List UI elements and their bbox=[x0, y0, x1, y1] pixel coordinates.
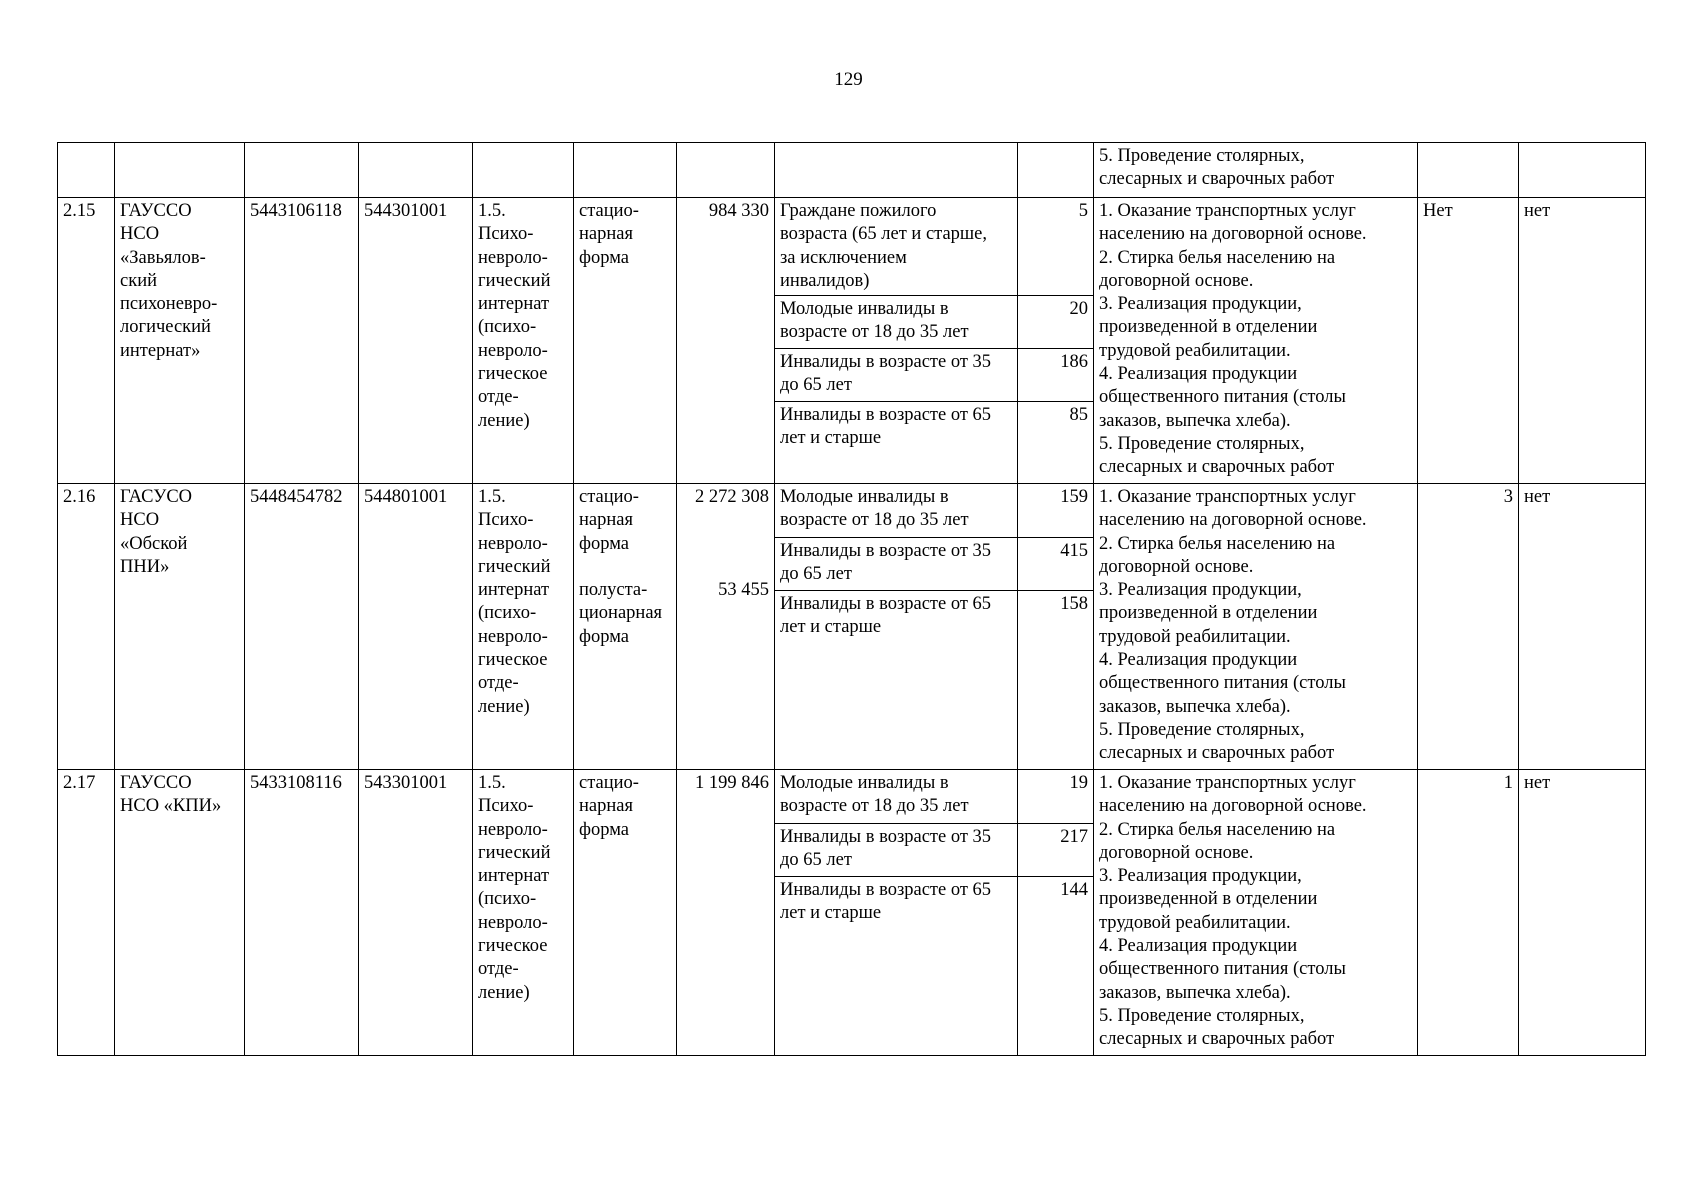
service-form bbox=[574, 770, 677, 1056]
cell-empty bbox=[245, 143, 359, 198]
text-line: до 65 лет bbox=[780, 564, 852, 585]
text-line: отде- bbox=[478, 959, 519, 980]
table-row bbox=[58, 770, 1646, 1056]
cell-empty bbox=[115, 143, 245, 198]
text-line: трудовой реабилитации. bbox=[1099, 912, 1291, 933]
text-line: Инвалиды в возрасте от 35 bbox=[780, 352, 992, 372]
text-line: возрасте от 18 до 35 лет bbox=[780, 322, 969, 343]
services-cell bbox=[1094, 484, 1418, 770]
text-line: форма bbox=[579, 819, 629, 840]
row-number: 2.16 bbox=[58, 484, 115, 770]
service-form bbox=[574, 198, 677, 484]
text-line: (психо- bbox=[478, 889, 537, 910]
kpp-cell: 544301001 bbox=[359, 198, 473, 484]
text-line: населению на договорной основе. bbox=[1099, 796, 1367, 817]
text-line: невроло- bbox=[478, 340, 548, 361]
text-line: ский bbox=[120, 270, 157, 291]
text-line: гический bbox=[478, 842, 551, 863]
text-line: договорной основе. bbox=[1099, 556, 1254, 577]
continuation-row bbox=[58, 143, 1646, 198]
text-line: до 65 лет bbox=[780, 850, 852, 871]
text-line: НСО bbox=[120, 510, 160, 531]
institution-type bbox=[473, 484, 574, 770]
text-line: гическое bbox=[478, 936, 548, 957]
amount-cell bbox=[677, 198, 775, 484]
institution-name bbox=[115, 198, 245, 484]
text-line: ПНИ» bbox=[120, 556, 170, 577]
text-line: договорной основе. bbox=[1099, 270, 1254, 291]
category-item bbox=[775, 590, 1017, 767]
text-line: НСО «КПИ» bbox=[120, 796, 222, 817]
row-number: 2.15 bbox=[58, 198, 115, 484]
text-line: 3. Реализация продукции, bbox=[1099, 866, 1302, 887]
category-count: 159 bbox=[1060, 487, 1088, 507]
text-line: Граждане пожилого bbox=[780, 201, 937, 221]
text-line: ГАУССО bbox=[120, 201, 192, 221]
text-line: гическое bbox=[478, 364, 548, 385]
text-line: произведенной в отделении bbox=[1099, 603, 1318, 624]
text-line: «Завьялов- bbox=[120, 247, 206, 268]
text-line: Молодые инвалиды в bbox=[780, 487, 949, 507]
text-line: стацио- bbox=[579, 201, 639, 221]
text-line: ционарная bbox=[579, 603, 663, 624]
text-line: 5. Проведение столярных, bbox=[1099, 433, 1305, 454]
text-line: лет и старше bbox=[780, 903, 882, 924]
institution-name bbox=[115, 770, 245, 1056]
text-line: гический bbox=[478, 270, 551, 291]
count-cell bbox=[1018, 484, 1094, 770]
institution-name bbox=[115, 484, 245, 770]
text-line: 2. Стирка белья населению на bbox=[1099, 819, 1336, 840]
text-line: 53 455 bbox=[718, 580, 769, 601]
col12-cell: нет bbox=[1519, 198, 1646, 484]
text-line: 1. Оказание транспортных услуг bbox=[1099, 487, 1356, 507]
text-line: 2 272 308 bbox=[695, 487, 769, 507]
text-line: 1. Оказание транспортных услуг bbox=[1099, 773, 1356, 793]
text-line: за исключением bbox=[780, 247, 907, 268]
text-line: гическое bbox=[478, 650, 548, 671]
text-line: (психо- bbox=[478, 317, 537, 338]
text-line: трудовой реабилитации. bbox=[1099, 626, 1291, 647]
category-count: 217 bbox=[1018, 823, 1093, 876]
text-line bbox=[682, 556, 769, 579]
text-line: психоневро- bbox=[120, 294, 218, 315]
text-line: невроло- bbox=[478, 912, 548, 933]
text-line: отде- bbox=[478, 673, 519, 694]
category-item bbox=[775, 198, 1017, 295]
text-line: трудовой реабилитации. bbox=[1099, 340, 1291, 361]
cell-empty bbox=[58, 143, 115, 198]
text-line: слесарных и сварочных работ bbox=[1099, 169, 1335, 190]
text-line: форма bbox=[579, 626, 629, 647]
text-line: 5. Проведение столярных, bbox=[1099, 719, 1305, 740]
category-count: 20 bbox=[1018, 295, 1093, 348]
text-line: общественного питания (столы bbox=[1099, 387, 1346, 408]
category-item bbox=[775, 823, 1017, 876]
services-cell bbox=[1094, 143, 1418, 198]
text-line: Инвалиды в возрасте от 35 bbox=[780, 827, 992, 847]
text-line bbox=[579, 556, 671, 579]
text-line: ление) bbox=[478, 410, 530, 431]
text-line: невроло- bbox=[478, 626, 548, 647]
text-line: стацио- bbox=[579, 773, 639, 793]
text-line: инвалидов) bbox=[780, 270, 870, 291]
category-item bbox=[775, 401, 1017, 481]
amount-cell bbox=[677, 770, 775, 1056]
text-line: ление) bbox=[478, 982, 530, 1003]
inn-cell: 5443106118 bbox=[245, 198, 359, 484]
text-line: нарная bbox=[579, 510, 633, 531]
text-line: 4. Реализация продукции bbox=[1099, 364, 1298, 385]
text-line: полуста- bbox=[579, 580, 648, 601]
cell-empty bbox=[1018, 143, 1094, 198]
text-line: гический bbox=[478, 556, 551, 577]
text-line: невроло- bbox=[478, 533, 548, 554]
text-line: заказов, выпечка хлеба). bbox=[1099, 410, 1291, 431]
page-number: 129 bbox=[834, 69, 863, 90]
text-line: 2. Стирка белья населению на bbox=[1099, 247, 1336, 268]
cell-empty bbox=[1519, 143, 1646, 198]
text-line: логический bbox=[120, 317, 211, 338]
col11-cell: 1 bbox=[1418, 770, 1519, 1056]
text-line: 984 330 bbox=[708, 201, 769, 221]
text-line: интернат» bbox=[120, 340, 201, 361]
cell-empty bbox=[359, 143, 473, 198]
inn-cell: 5448454782 bbox=[245, 484, 359, 770]
category-cell bbox=[775, 198, 1018, 484]
text-line: слесарных и сварочных работ bbox=[1099, 743, 1335, 764]
text-line: (психо- bbox=[478, 603, 537, 624]
cell-empty bbox=[775, 143, 1018, 198]
text-line: интернат bbox=[478, 294, 550, 315]
text-line: лет и старше bbox=[780, 617, 882, 638]
text-line: 1.5. bbox=[478, 773, 506, 793]
text-line: 1 199 846 bbox=[695, 773, 769, 793]
category-item bbox=[775, 348, 1017, 401]
text-line: 4. Реализация продукции bbox=[1099, 650, 1298, 671]
table-row bbox=[58, 484, 1646, 770]
text-line: Психо- bbox=[478, 224, 534, 245]
text-line: 1.5. bbox=[478, 201, 506, 221]
cell-empty bbox=[677, 143, 775, 198]
service-form bbox=[574, 484, 677, 770]
text-line: форма bbox=[579, 533, 629, 554]
text-line: Молодые инвалиды в bbox=[780, 773, 949, 793]
text-line: стацио- bbox=[579, 487, 639, 507]
text-line bbox=[682, 533, 769, 556]
text-line: 1.5. bbox=[478, 487, 506, 507]
text-line: нарная bbox=[579, 796, 633, 817]
text-line: заказов, выпечка хлеба). bbox=[1099, 696, 1291, 717]
text-line: 4. Реализация продукции bbox=[1099, 936, 1298, 957]
kpp-cell: 543301001 bbox=[359, 770, 473, 1056]
text-line: невроло- bbox=[478, 247, 548, 268]
cell-empty bbox=[574, 143, 677, 198]
services-cell bbox=[1094, 198, 1418, 484]
text-line: форма bbox=[579, 247, 629, 268]
count-cell bbox=[1018, 198, 1094, 484]
text-line: Инвалиды в возрасте от 65 bbox=[780, 594, 992, 614]
services-cell bbox=[1094, 770, 1418, 1056]
text-line: населению на договорной основе. bbox=[1099, 224, 1367, 245]
institution-type bbox=[473, 198, 574, 484]
text-line: ГАСУСО bbox=[120, 487, 193, 507]
text-line: интернат bbox=[478, 866, 550, 887]
text-line: лет и старше bbox=[780, 428, 882, 449]
registry-table bbox=[57, 142, 1646, 1056]
text-line: 3. Реализация продукции, bbox=[1099, 580, 1302, 601]
text-line: произведенной в отделении bbox=[1099, 889, 1318, 910]
col11-cell: Нет bbox=[1418, 198, 1519, 484]
category-count: 186 bbox=[1018, 348, 1093, 401]
text-line: Инвалиды в возрасте от 35 bbox=[780, 541, 992, 561]
category-count: 158 bbox=[1018, 590, 1093, 767]
text-line: населению на договорной основе. bbox=[1099, 510, 1367, 531]
category-count: 85 bbox=[1018, 401, 1093, 481]
col12-cell: нет bbox=[1519, 484, 1646, 770]
table-row bbox=[58, 198, 1646, 484]
category-count: 19 bbox=[1069, 773, 1088, 793]
category-item bbox=[775, 484, 1017, 537]
text-line: 5. Проведение столярных, bbox=[1099, 146, 1305, 166]
text-line: заказов, выпечка хлеба). bbox=[1099, 982, 1291, 1003]
text-line: «Обской bbox=[120, 533, 188, 554]
inn-cell: 5433108116 bbox=[245, 770, 359, 1056]
text-line: НСО bbox=[120, 224, 160, 245]
category-item bbox=[775, 295, 1017, 348]
category-item bbox=[775, 876, 1017, 1053]
text-line: 1. Оказание транспортных услуг bbox=[1099, 201, 1356, 221]
text-line: общественного питания (столы bbox=[1099, 959, 1346, 980]
text-line: интернат bbox=[478, 580, 550, 601]
text-line: возраста (65 лет и старше, bbox=[780, 224, 988, 245]
category-count: 144 bbox=[1018, 876, 1093, 1053]
text-line: возрасте от 18 до 35 лет bbox=[780, 510, 969, 531]
text-line: Инвалиды в возрасте от 65 bbox=[780, 880, 992, 900]
col12-cell: нет bbox=[1519, 770, 1646, 1056]
institution-type bbox=[473, 770, 574, 1056]
text-line: произведенной в отделении bbox=[1099, 317, 1318, 338]
text-line: 2. Стирка белья населению на bbox=[1099, 533, 1336, 554]
text-line: договорной основе. bbox=[1099, 842, 1254, 863]
text-line: ление) bbox=[478, 696, 530, 717]
category-cell bbox=[775, 770, 1018, 1056]
text-line: 5. Проведение столярных, bbox=[1099, 1005, 1305, 1026]
col11-cell: 3 bbox=[1418, 484, 1519, 770]
count-cell bbox=[1018, 770, 1094, 1056]
category-count: 415 bbox=[1018, 537, 1093, 590]
category-item bbox=[775, 770, 1017, 823]
text-line: невроло- bbox=[478, 819, 548, 840]
text-line: Психо- bbox=[478, 796, 534, 817]
category-item bbox=[775, 537, 1017, 590]
text-line bbox=[682, 509, 769, 532]
text-line: Психо- bbox=[478, 510, 534, 531]
cell-empty bbox=[1418, 143, 1519, 198]
text-line: Инвалиды в возрасте от 65 bbox=[780, 405, 992, 425]
text-line: слесарных и сварочных работ bbox=[1099, 457, 1335, 478]
category-count: 5 bbox=[1078, 201, 1088, 221]
text-line: до 65 лет bbox=[780, 375, 852, 396]
text-line: нарная bbox=[579, 224, 633, 245]
cell-empty bbox=[473, 143, 574, 198]
text-line: ГАУССО bbox=[120, 773, 192, 793]
text-line: отде- bbox=[478, 387, 519, 408]
amount-cell bbox=[677, 484, 775, 770]
text-line: общественного питания (столы bbox=[1099, 673, 1346, 694]
category-cell bbox=[775, 484, 1018, 770]
text-line: 3. Реализация продукции, bbox=[1099, 294, 1302, 315]
text-line: Молодые инвалиды в bbox=[780, 299, 949, 319]
row-number: 2.17 bbox=[58, 770, 115, 1056]
kpp-cell: 544801001 bbox=[359, 484, 473, 770]
text-line: возрасте от 18 до 35 лет bbox=[780, 796, 969, 817]
text-line: слесарных и сварочных работ bbox=[1099, 1029, 1335, 1050]
